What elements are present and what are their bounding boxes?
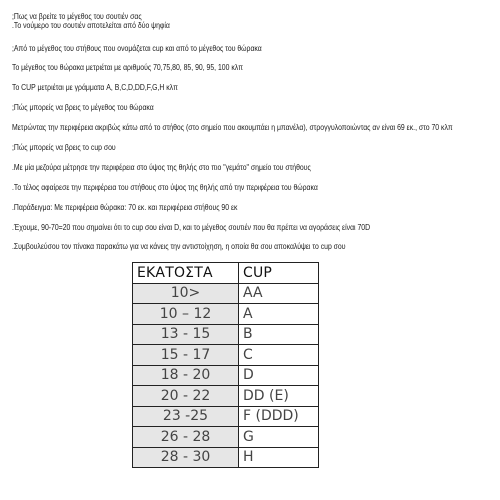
text-line: ;Πώς μπορείς να βρεις το μέγεθος του θώρακα <box>12 102 154 112</box>
cm-cell: 18 - 20 <box>133 365 239 386</box>
text-line: .Συμβουλεύσου τον πίνακα παρακάτω για να κάνεις την αντιστοίχηση, η οποία θα σου αποκαλύψει το cup σου <box>12 241 346 251</box>
cm-cell: 28 - 30 <box>133 447 239 468</box>
cup-cell: H <box>239 447 319 468</box>
cup-cell: A <box>239 304 319 325</box>
table-row <box>133 283 319 304</box>
text-line: ;Πώς μπορείς να βρεις το cup σου <box>12 142 116 152</box>
table-row <box>133 324 319 345</box>
cm-cell: 15 - 17 <box>133 345 239 366</box>
table-row <box>133 447 319 468</box>
text-line: ;Πως να βρείτε το μέγεθος του σουτιέν σας <box>12 11 142 21</box>
cup-cell: DD (E) <box>239 386 319 407</box>
text-line: .Το τέλος αφαίρεσε την περιφέρεια του στήθους στο ύψος της θηλής από την περιφέρεια του θώρακα <box>12 182 318 192</box>
cm-cell: 26 - 28 <box>133 427 239 448</box>
text-line: Το CUP μετριέται με γράμματα A, B,C,D,DD,F,G,H κλπ <box>12 82 178 92</box>
text-line: Μετρώντας την περιφέρεια ακριβώς κάτω από το στήθος (στο σημείο που ακουμπάει η μπανέλα), στρογγυλοποιώντας αν είναι 69 εκ., στο 70 κλπ <box>12 122 453 132</box>
table-row <box>133 427 319 448</box>
text-line: ;Από το μέγεθος του στήθους που ονομάζεται cup και από το μέγεθος του θώρακα <box>12 43 262 53</box>
cm-cell: 10> <box>133 283 239 304</box>
table-header-row <box>133 263 319 284</box>
text-line: .Το νούμερο του σουτιέν αποτελείται από δύο ψηφία <box>12 20 170 30</box>
cm-cell: 23 -25 <box>133 406 239 427</box>
cup-cell: B <box>239 324 319 345</box>
text-line: .Με μία μεζούρα μέτρησε την περιφέρεια στο ύψος της θηλής στο πιο "γεμάτο" σημείο του στήθους <box>12 162 311 172</box>
cup-cell: C <box>239 345 319 366</box>
cup-cell: F (DDD) <box>239 406 319 427</box>
table-row <box>133 345 319 366</box>
cup-cell: AA <box>239 283 319 304</box>
text-line: .Έχουμε, 90-70=20 που σημαίνει ότι το cup σου είναι D, και το μέγεθος σουτιέν που θα πρέπει να αγοράσεις είναι 70D <box>12 222 371 232</box>
text-line: Το μέγεθος του θώρακα μετριέται με αριθμούς 70,75,80, 85, 90, 95, 100 κλπ <box>12 62 243 72</box>
table-row <box>133 365 319 386</box>
cup-size-table <box>132 262 319 468</box>
cm-cell: 10 – 12 <box>133 304 239 325</box>
cm-cell: 20 - 22 <box>133 386 239 407</box>
cup-cell: D <box>239 365 319 386</box>
cup-cell: G <box>239 427 319 448</box>
cm-cell: 13 - 15 <box>133 324 239 345</box>
column-header-cup: CUP <box>239 263 319 284</box>
column-header-cm: ΕΚΑΤΟΣΤΑ <box>133 263 239 284</box>
text-line: .Παράδειγμα: Με περιφέρεια θώρακα: 70 εκ. και περιφέρεια στήθους 90 εκ <box>12 202 238 212</box>
table-row <box>133 386 319 407</box>
table-row <box>133 304 319 325</box>
table-row <box>133 406 319 427</box>
